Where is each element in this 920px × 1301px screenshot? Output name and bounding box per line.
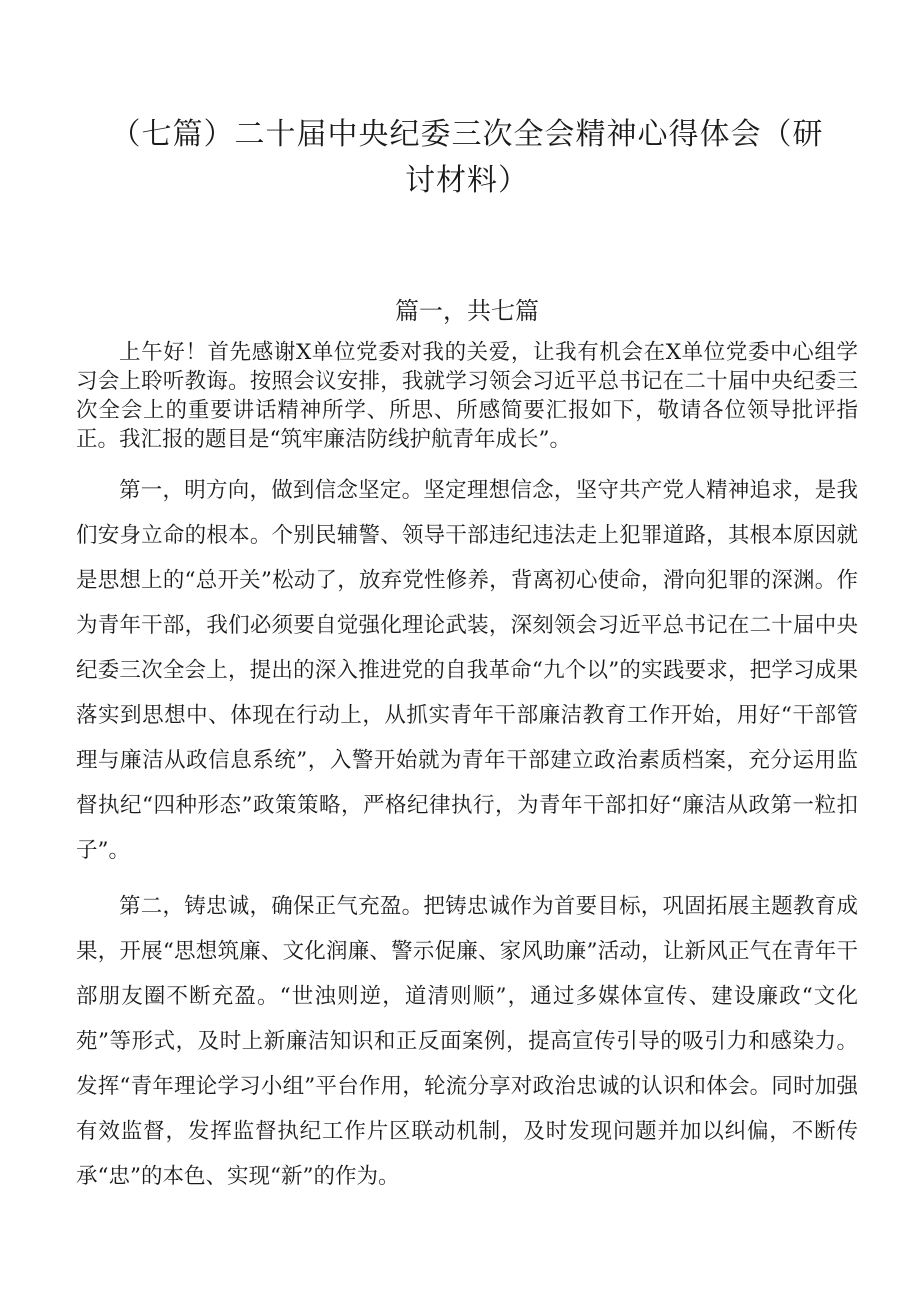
section-heading: 篇一，共七篇 bbox=[395, 297, 539, 325]
paragraph-second-point: 第二，铸忠诚，确保正气充盈。把铸忠诚作为首要目标，巩固拓展主题教育成果，开展“思想筑廉、文化润廉、警示促廉、家风助廉”活动，让新风正气在青年干部朋友圈不断充盈。“世浊则逆，道清则顺”，通过多媒体宣传、建设廉政“文化苑”等形式，及时上新廉洁知识和正反面案例，提高宣传引导的吸引力和感染力。发挥“青年理论学习小组”平台作用，轮流分享对政治忠诚的认识和体会。同时加强有效监督，发挥监督执纪工作片区联动机制，及时发现问题并加以纠偏，不断传承“忠”的本色、实现“新”的作为。 bbox=[76, 894, 858, 1189]
paragraph-greeting: 上午好！首先感谢X单位党委对我的关爱，让我有机会在X单位党委中心组学习会上聆听教诲。按照会议安排，我就学习领会习近平总书记在二十届中央纪委三次全会上的重要讲话精神所学、所思、所感简要汇报如下，敬请各位领导批评指正。我汇报的题目是“筑牢廉洁防线护航青年成长”。 bbox=[76, 340, 858, 452]
document-title-line-1: （七篇）二十届中央纪委三次全会精神心得体会（研 bbox=[110, 117, 824, 152]
document-title bbox=[76, 112, 858, 204]
document-title-line-2: 讨材料） bbox=[405, 163, 529, 198]
paragraph-first-point: 第一，明方向，做到信念坚定。坚定理想信念，坚守共产党人精神追求，是我们安身立命的根本。个别民辅警、领导干部违纪违法走上犯罪道路，其根本原因就是思想上的“总开关”松动了，放弃党性修养，背离初心使命，滑向犯罪的深渊。作为青年干部，我们必须要自觉强化理论武装，深刻领会习近平总书记在二十届中央纪委三次全会上，提出的深入推进党的自我革命“九个以”的实践要求，把学习成果落实到思想中、体现在行动上，从抓实青年干部廉洁教育工作开始，用好“干部管理与廉洁从政信息系统”，入警开始就为青年干部建立政治素质档案，充分运用监督执纪“四种形态”政策策略，严格纪律执行，为青年干部扣好“廉洁从政第一粒扣子”。 bbox=[76, 478, 858, 863]
